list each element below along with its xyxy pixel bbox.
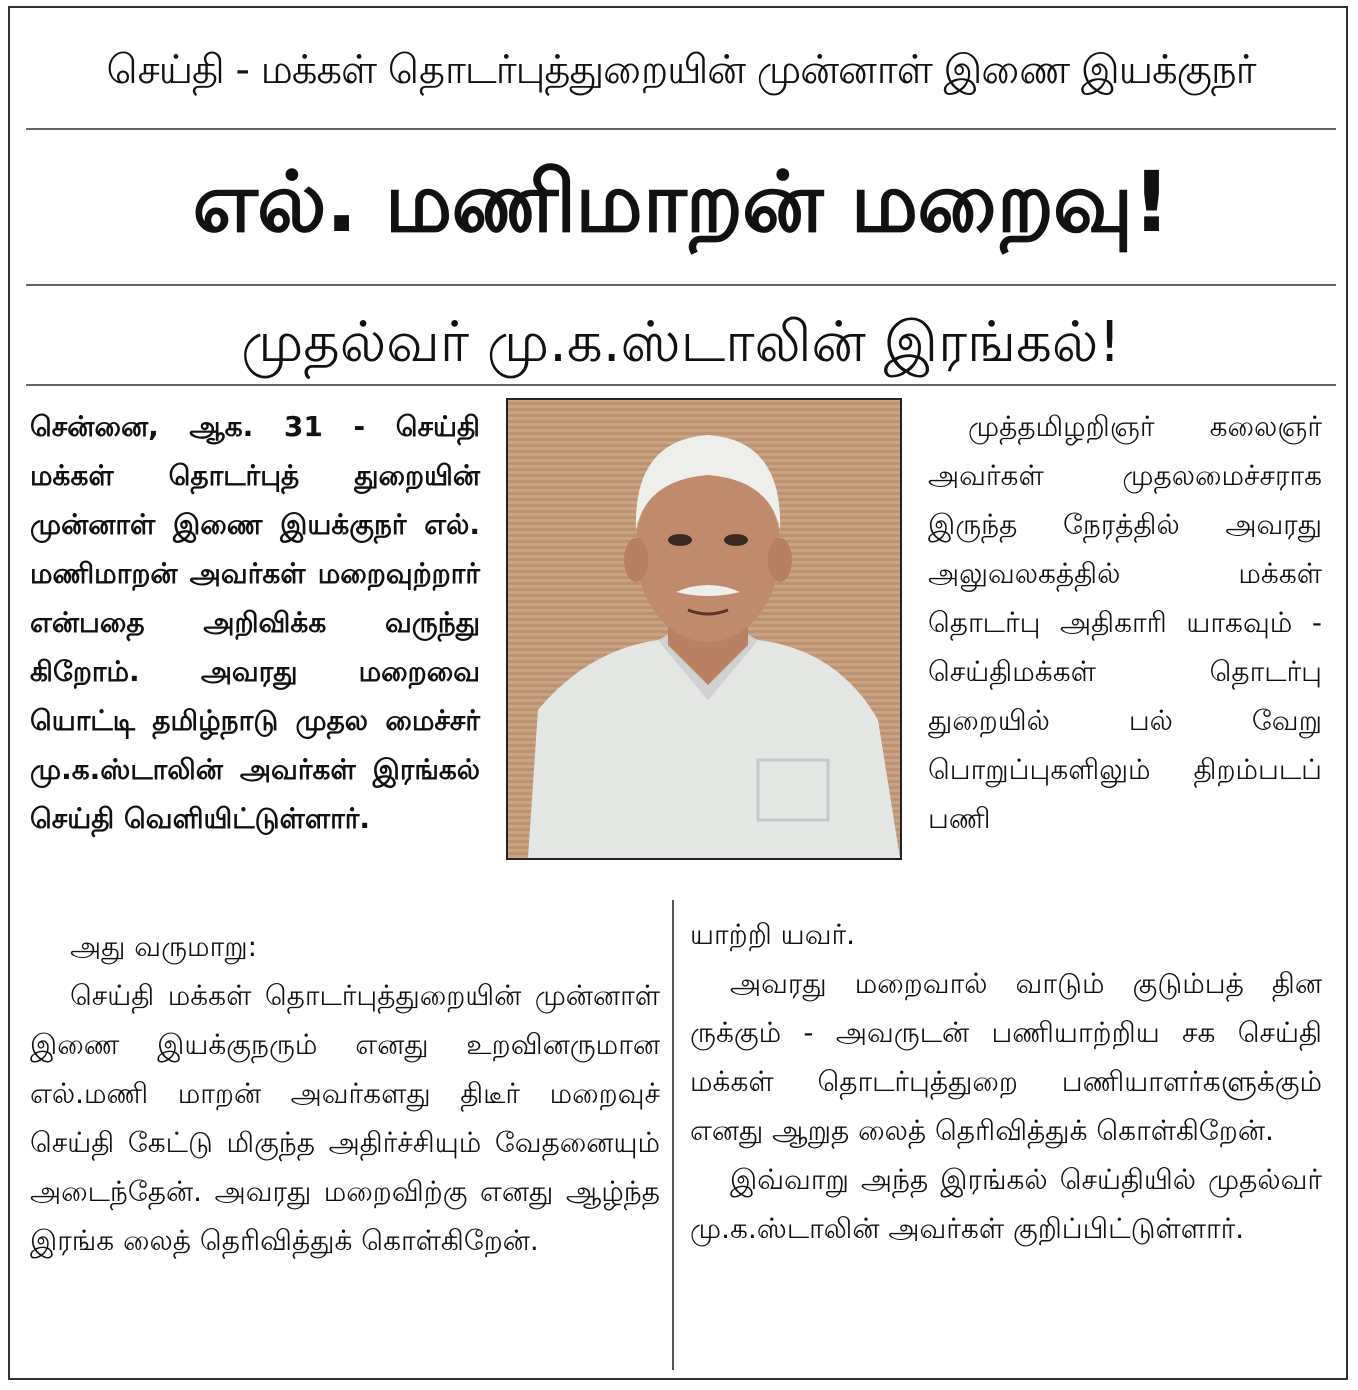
kicker-rule (26, 128, 1336, 130)
portrait-photo (506, 398, 902, 860)
portrait-illustration (508, 400, 900, 858)
intro-column (30, 402, 480, 843)
right-column-top (928, 402, 1322, 843)
intro-paragraph: சென்னை, ஆக. 31 - செய்தி மக்கள் தொடர்புத் துறையின் முன்னாள் இணை இயக்குநர் எல். மணிமாறன் அவர்கள் மறைவுற்றார் என்பதை அறிவிக்க வருந்து கிறோம். அவரது மறைவை யொட்டி தமிழ்நாடு முதல மைச்சர் மு.க.ஸ்டாலின் அவர்கள் இரங்கல் செய்தி வெளியிட்டுள்ளார். (30, 410, 480, 835)
subhead-rule (26, 384, 1336, 386)
family-paragraph: அவரது மறைவால் வாடும் குடும்பத் தின ருக்கும் - அவருடன் பணியாற்றிய சக செய்தி மக்கள் தொடர்புத்துறை பணியாளர்களுக்கும் எனது ஆறுத லைத் தெரிவித்துக் கொள்கிறேன். (690, 967, 1322, 1147)
right-column-bottom (690, 910, 1322, 1253)
headline-rule (26, 284, 1336, 286)
career-paragraph: முத்தமிழறிஞர் கலைஞர் அவர்கள் முதலமைச்சராக இருந்த நேரத்தில் அவரது அலுவலகத்தில் மக்கள் தொடர்பு அதிகாரி யாகவும் - செய்திமக்கள் தொடர்பு துறையில் பல் வேறு பொறுப்புகளிலும் திறம்படப் பணி (928, 410, 1322, 835)
left-column-bottom (30, 922, 660, 1265)
column-divider (672, 900, 674, 1370)
subhead: முதல்வர் மு.க.ஸ்டாலின் இரங்கல்! (241, 310, 1121, 375)
condolence-paragraph: செய்தி மக்கள் தொடர்புத்துறையின் முன்னாள் இணை இயக்குநரும் எனது உறவினருமான எல்.மணி மாறன் அவர்களது திடீர் மறைவுச் செய்தி கேட்டு மிகுந்த அதிர்ச்சியும் வேதனையும் அடைந்தேன். அவரது மறைவிற்கு எனது ஆழ்ந்த இரங்க லைத் தெரிவித்துக் கொள்கிறேன். (30, 979, 660, 1257)
headline: எல். மணிமாறன் மறைவு! (192, 153, 1170, 251)
closing-paragraph: இவ்வாறு அந்த இரங்கல் செய்தியில் முதல்வர் மு.க.ஸ்டாலின் அவர்கள் குறிப்பிட்டுள்ளார். (690, 1163, 1322, 1245)
kicker-line: செய்தி - மக்கள் தொடர்புத்துறையின் முன்னாள் இணை இயக்குநர் (106, 47, 1256, 93)
career-paragraph-end: யாற்றி யவர். (690, 918, 856, 951)
lead-in: அது வருமாறு: (70, 930, 258, 963)
